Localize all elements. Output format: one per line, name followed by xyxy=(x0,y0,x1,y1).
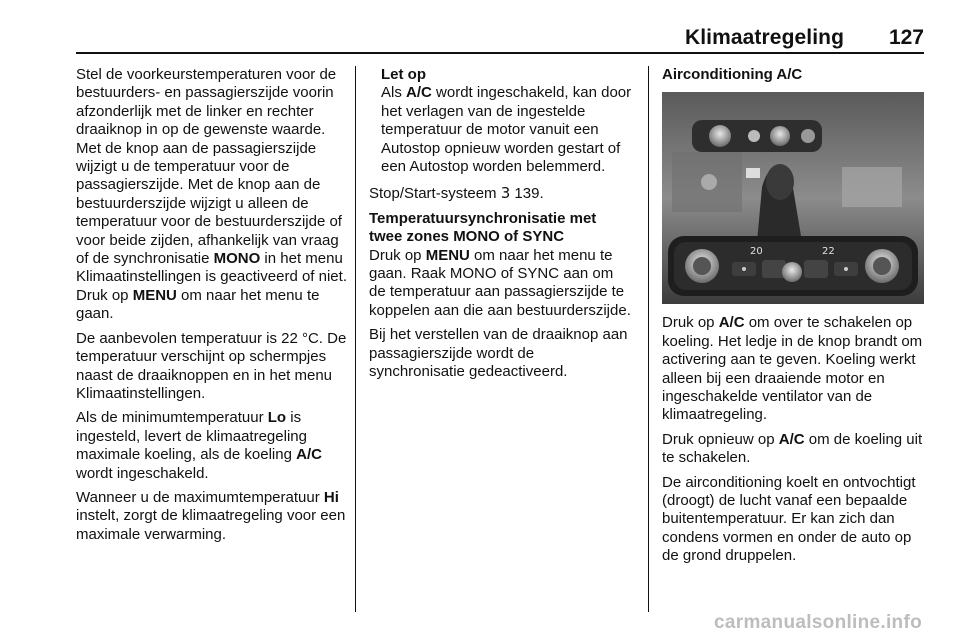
paragraph-recommended-temp: De aanbevolen temperatuur is 22 °C. De temperatuur verschijnt op schermpjes naast de draaiknoppen en in het menu Klimaatinstellingen. xyxy=(76,329,347,402)
page-reference-arrow-icon: 3 xyxy=(500,184,511,203)
ac-keyword: A/C xyxy=(778,430,805,448)
right-temp-display: 22 xyxy=(822,246,835,258)
cross-reference: Stop/Start-systeem 3 139. xyxy=(369,184,544,203)
paragraph-ac-off: Druk opnieuw op A/C om de koeling uit te schakelen. xyxy=(662,430,923,467)
section-title-sync: Temperatuursynchronisatie met twee zones MONO of SYNC xyxy=(369,209,597,246)
paragraph-sync-deactivate: Bij het verstellen van de draaiknop aan passagierszijde wordt de synchronisatie gedeactiveerd. xyxy=(369,326,628,381)
paragraph-minimum-temp: Als de minimumtemperatuur Lo is ingesteld, levert de klimaatregeling maximale koeling, als de koeling A/C wordt ingeschakeld. xyxy=(76,409,322,482)
note-text: Als A/C wordt ingeschakeld, kan door het verlagen van de ingestelde temperatuur de motor vanuit een Autostop opnieuw worden gestart of een Autostop worden belemmerd. xyxy=(381,84,632,176)
menu-keyword: MENU xyxy=(132,286,177,304)
left-temp-display: 20 xyxy=(750,246,763,258)
column-right xyxy=(662,66,928,572)
ac-keyword: A/C xyxy=(718,314,745,332)
hi-keyword: Hi xyxy=(323,488,339,506)
mono-keyword: MONO xyxy=(213,250,261,268)
column-divider-right xyxy=(648,66,649,612)
section-title-ac: Airconditioning A/C xyxy=(662,66,803,83)
climate-panel-photo xyxy=(662,92,924,304)
lo-keyword: Lo xyxy=(267,409,287,427)
chapter-title: Klimaatregeling xyxy=(684,26,844,49)
menu-keyword: MENU xyxy=(425,246,470,264)
note-box xyxy=(369,66,633,176)
column-divider-left xyxy=(355,66,356,612)
ac-keyword: A/C xyxy=(406,84,432,102)
note-title: Let op xyxy=(381,66,426,83)
column-left xyxy=(76,66,352,550)
paragraph-sync: Druk op MENU om naar het menu te gaan. Raak MONO of SYNC aan om de temperatuur aan passagierszijde te koppelen aan die aan bestuurderszijde. xyxy=(369,246,631,319)
paragraph-maximum-temp: Wanneer u de maximumtemperatuur Hi instelt, zorgt de klimaatregeling voor een maximale verwarming. xyxy=(76,488,346,543)
paragraph-ac-on: Druk op A/C om over te schakelen op koeling. Het ledje in de knop brandt om activering aan te geven. Koeling werkt alleen bij een draaiende motor en ingeschakelde ventilator van de klimaatregeling. xyxy=(662,314,923,424)
paragraph-ac-condensation: De airconditioning koelt en ontvochtigt (droogt) de lucht vanaf een bepaalde buitentemperatuur. Er kan zich dan condens vormen en onder de auto op de grond druppelen. xyxy=(662,473,916,565)
climate-panel-illustration xyxy=(662,92,924,304)
column-middle xyxy=(369,66,633,388)
ac-keyword: A/C xyxy=(296,446,322,464)
paragraph-temperature-setting: Stel de voorkeurstemperaturen voor de bestuurders- en passagierszijde voorin afzonderlijk met de linker en rechter draaiknop in op de gewenste waarde. Met de knop aan de passagierszijde wijzigt u de temperatuur voor de passagierszijde. Met de knop aan de bestuurderszijde wijzigt u alleen de temperatuur voor de bestuurderszijde of voor beide zijden, afhankelijk van vraag of de synchronisatie MONO in het menu Klimaatinstellingen is geactiveerd of niet. Druk op MENU om naar het menu te gaan. xyxy=(76,66,347,323)
page-number: 127 xyxy=(888,26,924,49)
watermark: carmanualsonline.info xyxy=(714,612,922,633)
page-header xyxy=(76,0,924,54)
